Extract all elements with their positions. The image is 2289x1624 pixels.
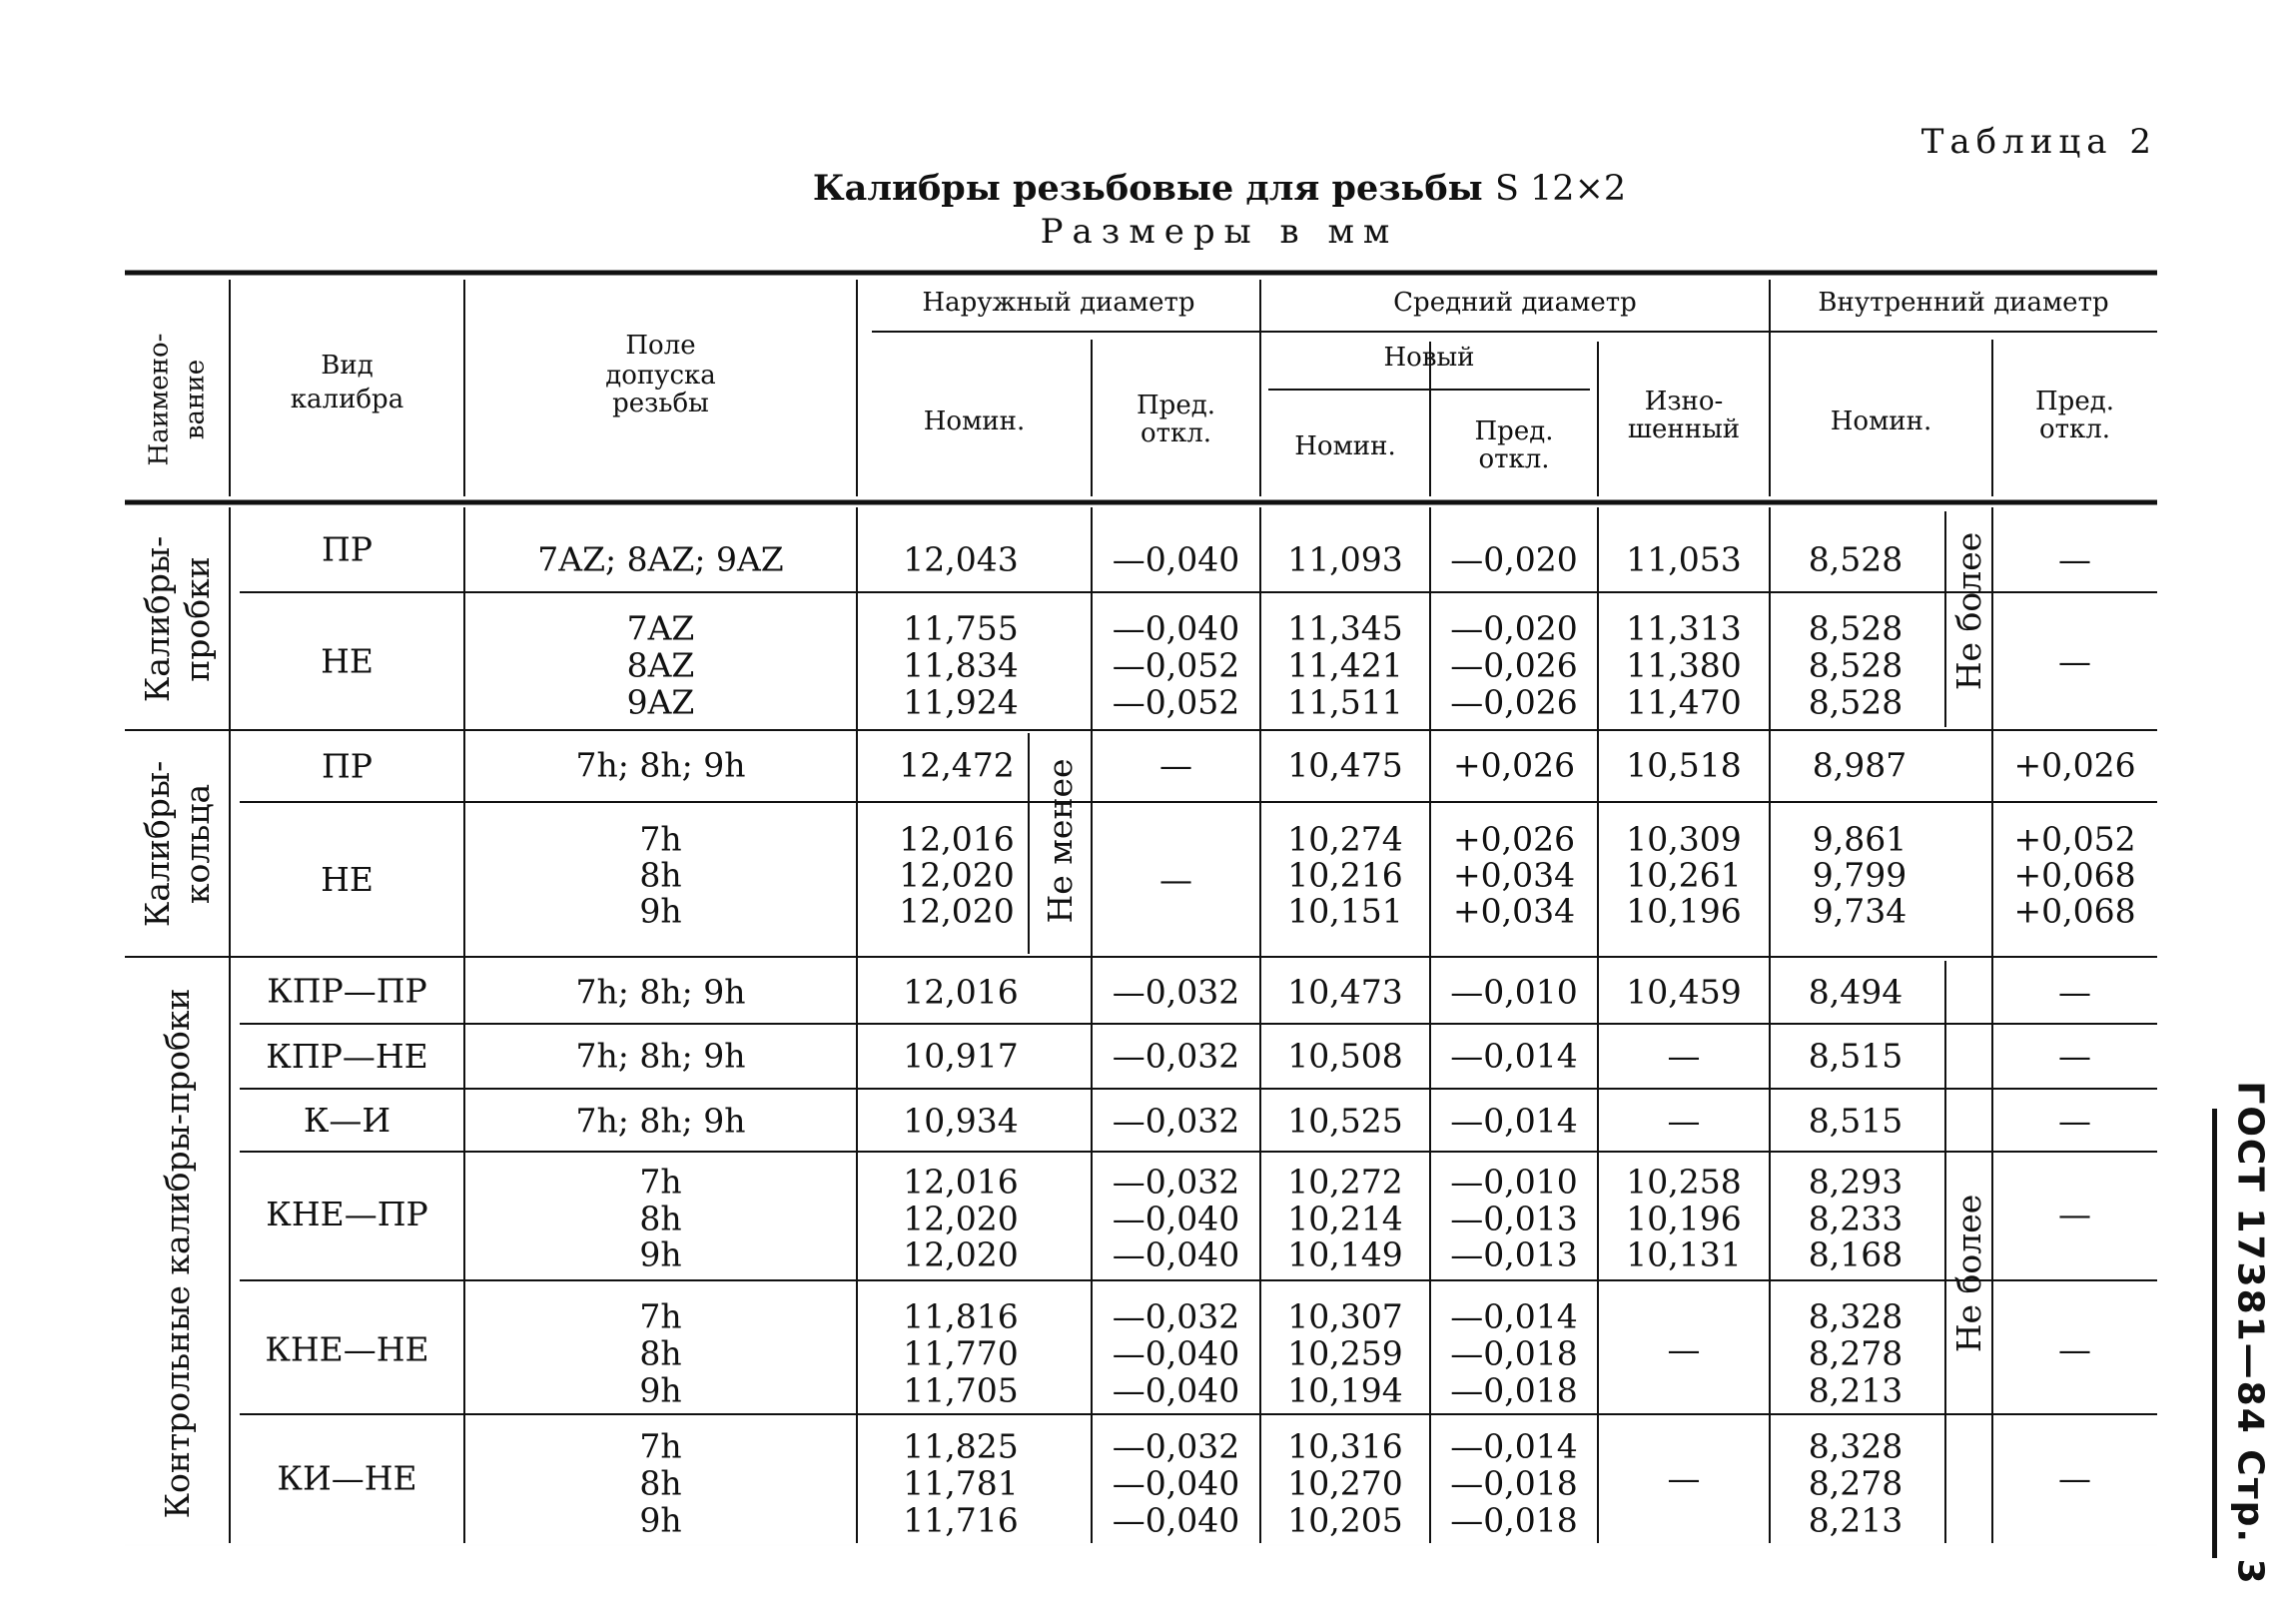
cell-inner-nomin: 8,293 [1808,1162,1904,1202]
cell-mid-nomin: 10,316 [1287,1426,1403,1466]
cell-outer-nomin: 11,834 [903,645,1019,685]
cell-vid: ПР [322,529,373,569]
cell-mid-nomin: 10,473 [1287,972,1403,1012]
group-label-koltsa-1: Калибры- [138,760,177,928]
header-outer-pred-1: Пред. [1137,391,1215,420]
cell-outer-nomin: 11,825 [903,1426,1019,1466]
cell-mid-dev: —0,018 [1450,1463,1578,1503]
header-pole-line-1: Поле [625,331,696,361]
cell-mid-worn: — [1667,1458,1701,1498]
cell-inner-nomin: 8,987 [1812,745,1908,785]
table-number: Таблица 2 [1920,122,2157,162]
cell-mid-dev: +0,026 [1452,745,1576,785]
cell-inner-dev: — [2058,1101,2091,1141]
cell-outer-nomin: 12,043 [903,539,1019,579]
page-side-label: ГОСТ 17381—84 Стр. 3 [2229,1081,2271,1586]
cell-inner-dev: — [2058,539,2091,579]
cell-inner-dev: — [2058,1458,2091,1498]
note-ne-menee: Не менее [1041,758,1080,924]
cell-mid-nomin: 10,216 [1287,855,1403,895]
cell-pole: 7h [639,1162,682,1202]
cell-inner-nomin: 8,213 [1808,1370,1904,1410]
cell-outer-dev: —0,032 [1112,1036,1240,1076]
cell-outer-dev: — [1159,860,1192,899]
cell-mid-worn: 10,459 [1626,972,1742,1012]
cell-inner-dev: — [2058,1036,2091,1076]
cell-mid-nomin: 10,205 [1287,1500,1403,1540]
cell-inner-nomin: 8,278 [1808,1333,1904,1373]
cell-mid-nomin: 10,272 [1287,1162,1403,1202]
cell-outer-nomin: 12,472 [899,745,1015,785]
title-thread-size: S 12×2 [1494,169,1627,209]
cell-outer-nomin: 12,020 [903,1199,1019,1238]
header-pole-line-2: допуска [605,361,716,391]
cell-outer-nomin: 11,755 [903,608,1019,648]
cell-mid-dev: —0,018 [1450,1333,1578,1373]
cell-outer-dev: —0,040 [1112,539,1240,579]
note-ne-bolee-bottom: Не более [1949,1194,1988,1353]
cell-mid-nomin: 10,214 [1287,1199,1403,1238]
cell-mid-nomin: 10,149 [1287,1234,1403,1274]
cell-mid-dev: +0,034 [1452,891,1576,931]
cell-mid-nomin: 10,194 [1287,1370,1403,1410]
cell-vid: КНЕ—НЕ [265,1329,429,1369]
cell-inner-dev: +0,068 [2013,891,2136,931]
cell-mid-dev: —0,014 [1450,1101,1578,1141]
header-inner-pred-2: откл. [2038,414,2111,444]
header-inner-nomin: Номин. [1830,406,1932,436]
header-pole-line-3: резьбы [612,389,709,418]
cell-mid-dev: —0,020 [1450,608,1578,648]
header-outer-nomin: Номин. [923,406,1026,436]
cell-vid: НЕ [321,641,374,681]
cell-outer-dev: —0,040 [1112,1370,1240,1410]
header-outer-pred-2: откл. [1140,418,1212,448]
cell-outer-nomin: 11,770 [903,1333,1019,1373]
header-middle-nomin: Номин. [1294,431,1396,461]
title-main: Калибры резьбовые для резьбы [812,168,1483,209]
cell-outer-nomin: 12,016 [903,972,1019,1012]
cell-mid-nomin: 10,508 [1287,1036,1403,1076]
cell-inner-dev: — [2058,641,2091,681]
cell-pole: 7h; 8h; 9h [575,1101,746,1141]
units-caption: Размеры в мм [1040,212,1399,252]
cell-mid-worn: 11,053 [1626,539,1742,579]
header-naimenovanie-line-2: вание [180,359,211,440]
cell-pole: 7h [639,819,682,859]
header-middle-diameter: Средний диаметр [1393,288,1637,318]
cell-inner-nomin: 8,528 [1808,645,1904,685]
cell-outer-nomin: 12,016 [903,1162,1019,1202]
cell-pole: 8AZ [626,645,695,685]
cell-outer-nomin: 12,020 [899,891,1015,931]
cell-mid-nomin: 10,151 [1287,891,1403,931]
cell-outer-nomin: 12,020 [903,1234,1019,1274]
cell-outer-nomin: 11,705 [903,1370,1019,1410]
header-vid-line-2: калибра [290,385,404,414]
cell-vid: КПР—ПР [267,971,427,1011]
cell-inner-dev: — [2058,1195,2091,1233]
cell-mid-dev: —0,014 [1450,1426,1578,1466]
cell-mid-worn: 10,196 [1626,891,1742,931]
cell-mid-worn: — [1667,1329,1701,1369]
cell-pole: 8h [639,1199,682,1238]
cell-mid-dev: —0,014 [1450,1036,1578,1076]
cell-inner-nomin: 8,528 [1808,682,1904,722]
cell-vid: НЕ [321,860,374,899]
cell-inner-dev: +0,026 [2013,745,2136,785]
cell-pole: 9h [639,891,682,931]
cell-outer-dev: — [1159,745,1192,785]
cell-mid-nomin: 10,525 [1287,1101,1403,1141]
header-inner-pred-1: Пред. [2035,387,2114,416]
cell-inner-nomin: 8,515 [1808,1036,1904,1076]
cell-mid-worn: — [1667,1036,1701,1076]
cell-mid-dev: —0,013 [1450,1234,1578,1274]
cell-pole: 7AZ; 8AZ; 9AZ [537,539,784,579]
cell-mid-worn: 11,313 [1626,608,1742,648]
cell-outer-nomin: 10,934 [903,1101,1019,1141]
cell-mid-dev: —0,018 [1450,1500,1578,1540]
cell-inner-nomin: 9,734 [1812,891,1908,931]
cell-outer-nomin: 12,016 [899,819,1015,859]
cell-outer-dev: —0,032 [1112,1162,1240,1202]
cell-mid-nomin: 11,511 [1287,682,1403,722]
cell-inner-nomin: 8,528 [1808,539,1904,579]
cell-pole: 8h [639,855,682,895]
cell-inner-dev: — [2058,1329,2091,1369]
cell-mid-worn: — [1667,1101,1701,1141]
cell-pole: 7h [639,1296,682,1336]
cell-mid-worn: 10,518 [1626,745,1742,785]
cell-outer-nomin: 10,917 [903,1036,1019,1076]
group-label-probki-1: Калибры- [138,535,177,703]
cell-outer-dev: —0,040 [1112,1333,1240,1373]
cell-pole: 8h [639,1463,682,1503]
cell-mid-worn: 10,309 [1626,819,1742,859]
cell-mid-worn: 11,380 [1626,645,1742,685]
cell-outer-nomin: 11,924 [903,682,1019,722]
cell-mid-dev: +0,034 [1452,855,1576,895]
group-label-probki-2: пробки [178,556,217,682]
header-outer-diameter: Наружный диаметр [922,288,1195,318]
cell-vid: КИ—НЕ [277,1458,417,1498]
header-middle-pred-2: откл. [1478,444,1550,474]
cell-mid-worn: 11,470 [1626,682,1742,722]
cell-mid-dev: —0,026 [1450,645,1578,685]
cell-mid-worn: 10,131 [1626,1234,1742,1274]
cell-mid-nomin: 11,345 [1287,608,1403,648]
cell-pole: 9AZ [626,682,695,722]
cell-vid: К—И [303,1101,391,1140]
cell-pole: 7h; 8h; 9h [575,1036,746,1076]
cell-outer-dev: —0,032 [1112,972,1240,1012]
header-izno-2: шенный [1627,414,1741,444]
cell-pole: 7h [639,1426,682,1466]
cell-outer-dev: —0,032 [1112,1426,1240,1466]
cell-inner-nomin: 8,515 [1808,1101,1904,1141]
cell-mid-nomin: 10,307 [1287,1296,1403,1336]
cell-vid: КПР—НЕ [266,1037,428,1076]
header-middle-pred-1: Пред. [1474,416,1554,446]
cell-outer-dev: —0,040 [1112,1199,1240,1238]
cell-mid-worn: 10,258 [1626,1162,1742,1202]
header-novyi: Новый [1383,343,1475,373]
cell-mid-dev: —0,018 [1450,1370,1578,1410]
cell-inner-nomin: 8,328 [1808,1426,1904,1466]
cell-inner-nomin: 9,861 [1812,819,1908,859]
cell-inner-nomin: 8,213 [1808,1500,1904,1540]
cell-mid-nomin: 10,274 [1287,819,1403,859]
note-ne-bolee-top: Не более [1949,531,1988,691]
cell-vid: ПР [322,746,373,786]
cell-inner-nomin: 8,328 [1808,1296,1904,1336]
cell-mid-dev: —0,026 [1450,682,1578,722]
group-label-control: Контрольные калибры-пробки [158,988,197,1519]
header-inner-diameter: Внутренний диаметр [1818,288,2109,318]
cell-outer-dev: —0,052 [1112,645,1240,685]
cell-pole: 9h [639,1500,682,1540]
cell-inner-nomin: 8,168 [1808,1234,1904,1274]
cell-pole: 8h [639,1333,682,1373]
cell-mid-dev: —0,014 [1450,1296,1578,1336]
cell-outer-dev: —0,032 [1112,1296,1240,1336]
cell-pole: 9h [639,1370,682,1410]
cell-mid-worn: 10,196 [1626,1199,1742,1238]
cell-pole: 7AZ [626,608,695,648]
cell-inner-dev: — [2058,972,2091,1012]
cell-mid-nomin: 10,259 [1287,1333,1403,1373]
cell-inner-nomin: 9,799 [1812,855,1908,895]
cell-mid-dev: +0,026 [1452,819,1576,859]
cell-mid-dev: —0,010 [1450,1162,1578,1202]
cell-pole: 7h; 8h; 9h [575,745,746,785]
cell-mid-dev: —0,013 [1450,1199,1578,1238]
header-vid-line-1: Вид [321,351,374,381]
cell-mid-dev: —0,020 [1450,539,1578,579]
cell-inner-dev: +0,052 [2013,819,2136,859]
cell-mid-nomin: 10,475 [1287,745,1403,785]
cell-outer-dev: —0,040 [1112,1234,1240,1274]
cell-pole: 9h [639,1234,682,1274]
cell-pole: 7h; 8h; 9h [575,972,746,1012]
cell-outer-dev: —0,052 [1112,682,1240,722]
cell-outer-dev: —0,032 [1112,1101,1240,1141]
cell-outer-dev: —0,040 [1112,608,1240,648]
cell-inner-nomin: 8,494 [1808,972,1904,1012]
cell-inner-nomin: 8,528 [1808,608,1904,648]
cell-outer-nomin: 11,816 [903,1296,1019,1336]
cell-mid-nomin: 11,421 [1287,645,1403,685]
cell-mid-nomin: 11,093 [1287,539,1403,579]
cell-vid: КНЕ—ПР [266,1195,428,1233]
cell-outer-nomin: 11,781 [903,1463,1019,1503]
cell-mid-worn: 10,261 [1626,855,1742,895]
header-naimenovanie-line-1: Наимено- [144,333,175,466]
cell-inner-dev: +0,068 [2013,855,2136,895]
cell-mid-dev: —0,010 [1450,972,1578,1012]
group-label-koltsa-2: кольца [178,783,217,905]
cell-mid-nomin: 10,270 [1287,1463,1403,1503]
cell-inner-nomin: 8,233 [1808,1199,1904,1238]
cell-outer-nomin: 12,020 [899,855,1015,895]
cell-inner-nomin: 8,278 [1808,1463,1904,1503]
cell-outer-dev: —0,040 [1112,1463,1240,1503]
cell-outer-dev: —0,040 [1112,1500,1240,1540]
header-izno-1: Изно- [1644,387,1724,416]
cell-outer-nomin: 11,716 [903,1500,1019,1540]
